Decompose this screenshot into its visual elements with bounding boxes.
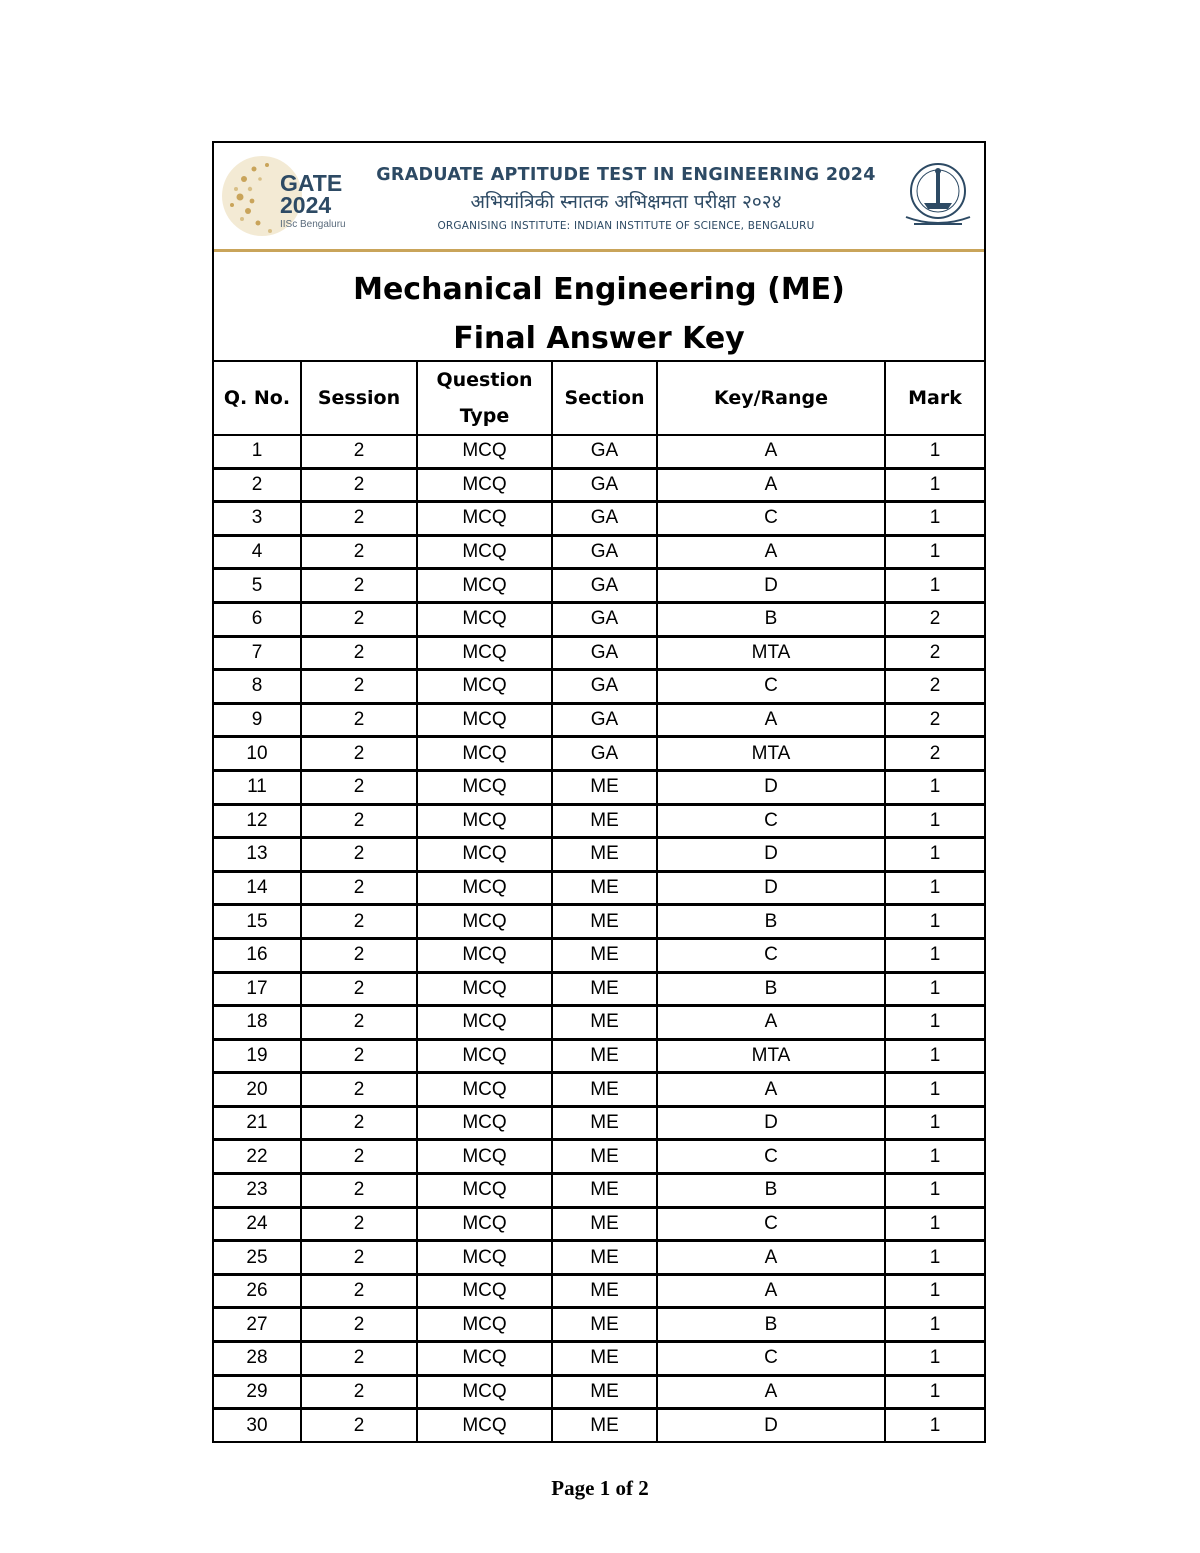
cell-key-range: B <box>657 905 885 939</box>
cell-session: 2 <box>301 972 417 1006</box>
cell-mark: 2 <box>885 737 984 771</box>
cell-qno: 8 <box>214 670 301 704</box>
cell-key-range: D <box>657 569 885 603</box>
header-text <box>364 165 888 232</box>
cell-question-type: MCQ <box>417 636 552 670</box>
cell-section: GA <box>552 703 657 737</box>
cell-qno: 7 <box>214 636 301 670</box>
cell-qno: 20 <box>214 1073 301 1107</box>
cell-session: 2 <box>301 535 417 569</box>
gate-2024-logo-icon <box>222 149 352 243</box>
cell-mark: 1 <box>885 1241 984 1275</box>
table-row <box>214 1174 984 1208</box>
cell-key-range: D <box>657 838 885 872</box>
cell-session: 2 <box>301 770 417 804</box>
cell-section: GA <box>552 535 657 569</box>
cell-question-type: MCQ <box>417 1140 552 1174</box>
cell-question-type: MCQ <box>417 1308 552 1342</box>
table-row <box>214 804 984 838</box>
cell-session: 2 <box>301 602 417 636</box>
cell-section: ME <box>552 1039 657 1073</box>
cell-qno: 21 <box>214 1106 301 1140</box>
cell-qno: 29 <box>214 1375 301 1409</box>
cell-mark: 1 <box>885 502 984 536</box>
cell-section: ME <box>552 1073 657 1107</box>
cell-key-range: A <box>657 435 885 468</box>
cell-session: 2 <box>301 938 417 972</box>
cell-mark: 1 <box>885 569 984 603</box>
column-header-section: Section <box>552 362 657 435</box>
cell-qno: 15 <box>214 905 301 939</box>
cell-question-type: MCQ <box>417 1073 552 1107</box>
cell-qno: 9 <box>214 703 301 737</box>
cell-section: GA <box>552 468 657 502</box>
cell-question-type: MCQ <box>417 569 552 603</box>
cell-question-type: MCQ <box>417 602 552 636</box>
cell-section: ME <box>552 1207 657 1241</box>
table-row <box>214 636 984 670</box>
cell-mark: 1 <box>885 1174 984 1208</box>
cell-key-range: A <box>657 1073 885 1107</box>
column-header-qno: Q. No. <box>214 362 301 435</box>
cell-mark: 1 <box>885 972 984 1006</box>
cell-mark: 2 <box>885 703 984 737</box>
table-row <box>214 1106 984 1140</box>
cell-session: 2 <box>301 804 417 838</box>
cell-mark: 1 <box>885 1409 984 1441</box>
cell-session: 2 <box>301 1174 417 1208</box>
table-body <box>214 435 984 1441</box>
cell-key-range: B <box>657 602 885 636</box>
cell-qno: 1 <box>214 435 301 468</box>
table-row <box>214 1140 984 1174</box>
cell-key-range: A <box>657 1375 885 1409</box>
cell-section: ME <box>552 838 657 872</box>
cell-session: 2 <box>301 670 417 704</box>
table-row <box>214 905 984 939</box>
cell-question-type: MCQ <box>417 1174 552 1208</box>
cell-key-range: A <box>657 535 885 569</box>
table-row <box>214 938 984 972</box>
cell-qno: 14 <box>214 871 301 905</box>
cell-question-type: MCQ <box>417 468 552 502</box>
cell-question-type: MCQ <box>417 535 552 569</box>
cell-qno: 24 <box>214 1207 301 1241</box>
cell-key-range: C <box>657 938 885 972</box>
cell-qno: 30 <box>246 1414 268 1436</box>
cell-session: 2 <box>301 737 417 771</box>
cell-qno: 28 <box>214 1342 301 1376</box>
cell-section: GA <box>552 435 657 468</box>
cell-mark: 2 <box>885 602 984 636</box>
cell-question-type: MCQ <box>417 1274 552 1308</box>
cell-qno: 10 <box>214 737 301 771</box>
table-row <box>214 535 984 569</box>
svg-text:GATE: GATE <box>280 170 343 196</box>
cell-session: 2 <box>301 1039 417 1073</box>
cell-section: GA <box>552 602 657 636</box>
cell-section: ME <box>552 871 657 905</box>
cell-mark: 1 <box>885 1274 984 1308</box>
cell-mark: 1 <box>885 804 984 838</box>
cell-qno: 16 <box>214 938 301 972</box>
cell-qno: 11 <box>214 770 301 804</box>
cell-mark: 1 <box>885 905 984 939</box>
cell-session: 2 <box>301 1106 417 1140</box>
cell-key-range: D <box>657 770 885 804</box>
cell-mark: 1 <box>885 1140 984 1174</box>
cell-session: 2 <box>301 1207 417 1241</box>
cell-session: 2 <box>301 1375 417 1409</box>
cell-question-type: MCQ <box>417 804 552 838</box>
table-row <box>214 468 984 502</box>
cell-key-range: A <box>657 1241 885 1275</box>
cell-section: ME <box>552 1140 657 1174</box>
iisc-emblem-icon <box>900 157 976 233</box>
cell-question-type: MCQ <box>417 1106 552 1140</box>
cell-section: ME <box>552 1006 657 1040</box>
table-row <box>214 1006 984 1040</box>
cell-session: 2 <box>301 1006 417 1040</box>
cell-question-type: MCQ <box>417 1039 552 1073</box>
cell-key-range: A <box>657 1274 885 1308</box>
cell-key-range: MTA <box>657 636 885 670</box>
cell-session: 2 <box>301 1409 417 1441</box>
cell-mark: 1 <box>885 1073 984 1107</box>
cell-mark: 1 <box>885 1375 984 1409</box>
exam-title-english: GRADUATE APTITUDE TEST IN ENGINEERING 2024 <box>376 165 876 185</box>
cell-section: ME <box>552 1409 657 1441</box>
cell-key-range: D <box>657 871 885 905</box>
cell-question-type: MCQ <box>417 1241 552 1275</box>
svg-text:IISc Bengaluru: IISc Bengaluru <box>280 219 346 230</box>
table-row <box>214 1342 984 1376</box>
cell-session: 2 <box>301 905 417 939</box>
cell-question-type: MCQ <box>417 670 552 704</box>
cell-section: ME <box>552 1274 657 1308</box>
cell-mark: 1 <box>885 468 984 502</box>
cell-section: ME <box>552 770 657 804</box>
cell-qno: 19 <box>214 1039 301 1073</box>
cell-mark: 1 <box>885 535 984 569</box>
cell-session: 2 <box>301 1140 417 1174</box>
cell-qno: 18 <box>214 1006 301 1040</box>
cell-qno: 17 <box>214 972 301 1006</box>
exam-title-hindi: अभियांत्रिकी स्नातक अभिक्षमता परीक्षा २०२४ <box>470 191 782 213</box>
cell-key-range: MTA <box>657 1039 885 1073</box>
cell-question-type: MCQ <box>417 1409 552 1441</box>
cell-qno: 6 <box>214 602 301 636</box>
cell-mark: 1 <box>885 1342 984 1376</box>
cell-mark: 2 <box>885 636 984 670</box>
cell-section: ME <box>552 972 657 1006</box>
table-header-row <box>214 362 984 435</box>
document-subtitle: Final Answer Key <box>453 321 745 356</box>
cell-mark: 1 <box>885 871 984 905</box>
table-row <box>214 1039 984 1073</box>
cell-session: 2 <box>301 1274 417 1308</box>
document-header <box>214 143 984 252</box>
cell-section: GA <box>552 569 657 603</box>
cell-key-range: A <box>657 1006 885 1040</box>
cell-section: ME <box>552 1342 657 1376</box>
cell-section: ME <box>552 804 657 838</box>
column-header-mark: Mark <box>885 362 984 435</box>
cell-key-range: C <box>657 502 885 536</box>
cell-key-range: A <box>657 468 885 502</box>
cell-question-type: MCQ <box>417 838 552 872</box>
document-title: Mechanical Engineering (ME) <box>353 272 845 307</box>
cell-session: 2 <box>301 569 417 603</box>
cell-key-range: D <box>657 1106 885 1140</box>
cell-mark: 1 <box>885 1207 984 1241</box>
cell-qno: 22 <box>214 1140 301 1174</box>
answer-key-table <box>214 362 984 1441</box>
cell-key-range: C <box>657 804 885 838</box>
answer-key-sheet <box>212 141 986 1443</box>
cell-session: 2 <box>301 502 417 536</box>
cell-key-range: C <box>657 670 885 704</box>
cell-question-type: MCQ <box>417 938 552 972</box>
table-row <box>214 1308 984 1342</box>
cell-section: ME <box>552 1106 657 1140</box>
cell-session: 2 <box>301 1241 417 1275</box>
cell-mark: 1 <box>885 435 984 468</box>
table-row <box>214 1241 984 1275</box>
cell-key-range: C <box>657 1140 885 1174</box>
cell-qno: 5 <box>214 569 301 603</box>
cell-section: GA <box>552 737 657 771</box>
cell-question-type: MCQ <box>417 1006 552 1040</box>
cell-session: 2 <box>301 636 417 670</box>
table-row <box>214 670 984 704</box>
cell-session: 2 <box>301 1342 417 1376</box>
cell-session: 2 <box>301 1308 417 1342</box>
cell-key-range: B <box>657 1174 885 1208</box>
table-row <box>214 1409 984 1441</box>
table-row <box>214 569 984 603</box>
cell-session: 2 <box>301 1073 417 1107</box>
table-row <box>214 838 984 872</box>
svg-text:2024: 2024 <box>280 192 332 218</box>
organising-institute: ORGANISING INSTITUTE: INDIAN INSTITUTE OF SCIENCE, BENGALURU <box>437 220 815 232</box>
document-titles <box>214 252 984 362</box>
cell-section: GA <box>552 636 657 670</box>
table-row <box>214 703 984 737</box>
table-row <box>214 1073 984 1107</box>
table-row <box>214 435 984 468</box>
cell-question-type: MCQ <box>417 770 552 804</box>
cell-session: 2 <box>301 468 417 502</box>
table-row <box>214 1274 984 1308</box>
cell-session: 2 <box>301 838 417 872</box>
table-row <box>214 737 984 771</box>
cell-qno: 27 <box>214 1308 301 1342</box>
cell-question-type: MCQ <box>417 737 552 771</box>
cell-question-type: MCQ <box>417 435 552 468</box>
table-row <box>214 972 984 1006</box>
cell-question-type: MCQ <box>417 1342 552 1376</box>
cell-section: ME <box>552 1308 657 1342</box>
cell-section: ME <box>552 1375 657 1409</box>
cell-question-type: MCQ <box>417 502 552 536</box>
cell-mark: 1 <box>885 1006 984 1040</box>
cell-mark: 1 <box>885 838 984 872</box>
cell-mark: 1 <box>885 1106 984 1140</box>
cell-qno: 25 <box>214 1241 301 1275</box>
cell-key-range: MTA <box>657 737 885 771</box>
page-number: Page 1 of 2 <box>551 1476 649 1500</box>
cell-session: 2 <box>301 435 417 468</box>
cell-key-range: D <box>657 1409 885 1441</box>
cell-question-type: MCQ <box>417 1375 552 1409</box>
cell-mark: 1 <box>885 770 984 804</box>
table-row <box>214 502 984 536</box>
cell-qno: 13 <box>214 838 301 872</box>
cell-section: ME <box>552 905 657 939</box>
cell-key-range: B <box>657 1308 885 1342</box>
cell-mark: 1 <box>885 938 984 972</box>
cell-session: 2 <box>301 871 417 905</box>
table-row <box>214 1375 984 1409</box>
cell-qno: 4 <box>214 535 301 569</box>
cell-question-type: MCQ <box>417 703 552 737</box>
table-row <box>214 871 984 905</box>
column-header-key-range: Key/Range <box>657 362 885 435</box>
cell-session: 2 <box>301 703 417 737</box>
cell-question-type: MCQ <box>417 871 552 905</box>
cell-question-type: MCQ <box>417 972 552 1006</box>
cell-qno: 26 <box>214 1274 301 1308</box>
table-row <box>214 602 984 636</box>
cell-qno: 12 <box>214 804 301 838</box>
table-row <box>214 770 984 804</box>
cell-section: ME <box>552 938 657 972</box>
cell-question-type: MCQ <box>417 1207 552 1241</box>
table-row <box>214 1207 984 1241</box>
cell-mark: 1 <box>885 1039 984 1073</box>
cell-section: ME <box>552 1174 657 1208</box>
cell-key-range: A <box>657 703 885 737</box>
cell-qno: 23 <box>214 1174 301 1208</box>
cell-key-range: C <box>657 1207 885 1241</box>
cell-key-range: C <box>657 1342 885 1376</box>
cell-qno: 3 <box>214 502 301 536</box>
cell-section: GA <box>552 502 657 536</box>
cell-section: GA <box>552 670 657 704</box>
cell-question-type: MCQ <box>417 905 552 939</box>
column-header-question-type: Question Type <box>417 362 552 435</box>
cell-mark: 1 <box>885 1308 984 1342</box>
column-header-session: Session <box>301 362 417 435</box>
cell-qno: 2 <box>214 468 301 502</box>
cell-section: ME <box>552 1241 657 1275</box>
cell-mark: 2 <box>885 670 984 704</box>
cell-key-range: B <box>657 972 885 1006</box>
